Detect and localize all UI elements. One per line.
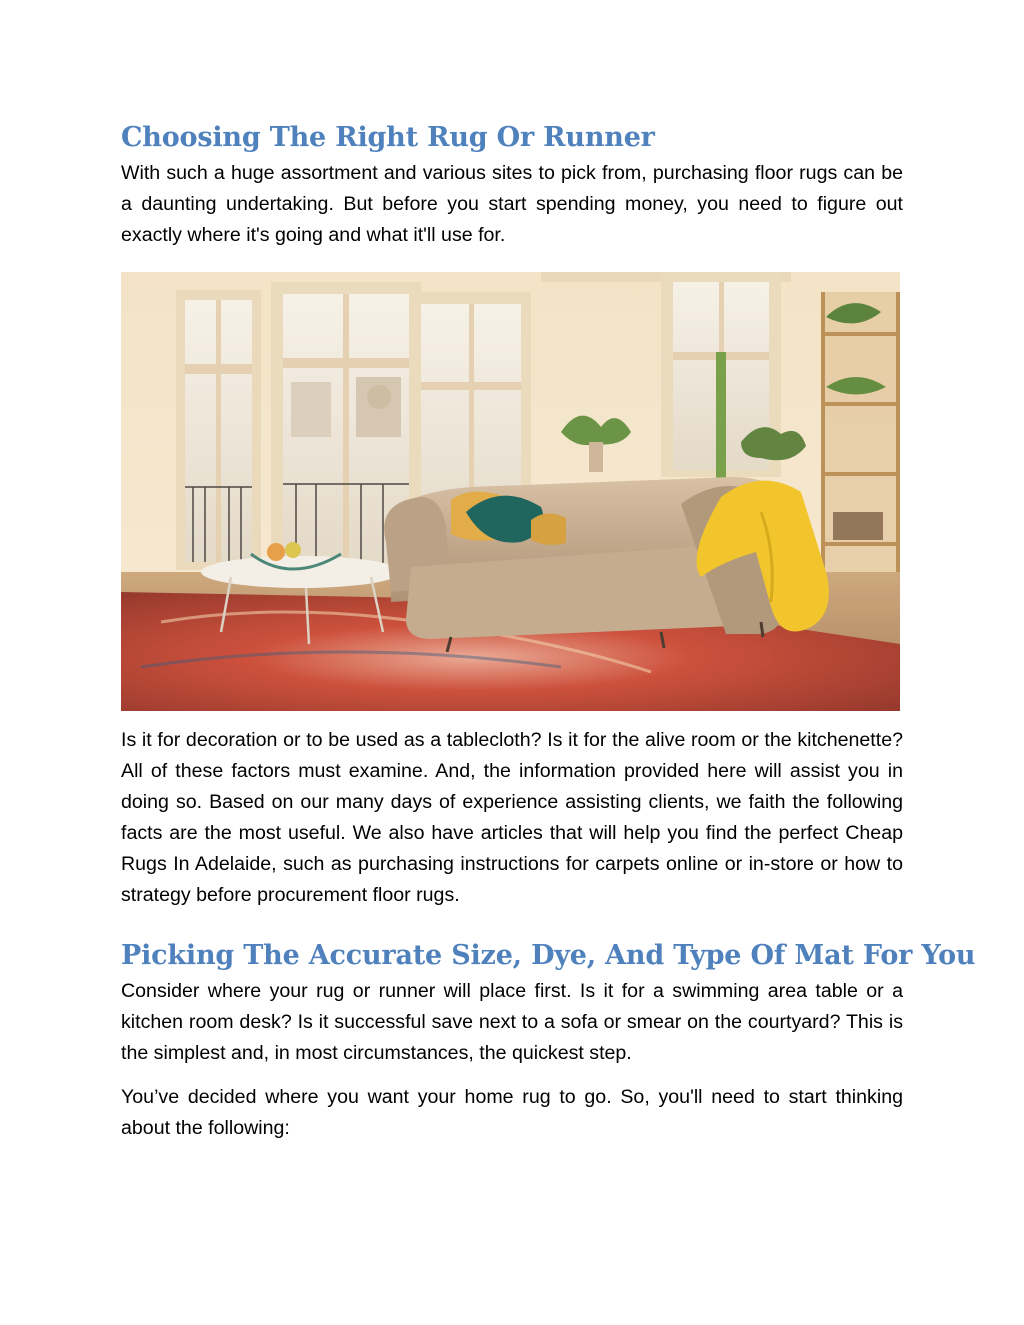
document-page xyxy=(121,118,976,1144)
section-heading-choosing-rug: Choosing The Right Rug Or Runner xyxy=(121,122,655,153)
body-paragraph-1: Is it for decoration or to be used as a tablecloth? Is it for the alive room or the kitchenette? All of these factors must examine. And, the information provided here will assist you in doing so. Based on our many days of experience assisting clients, we faith the following facts are the most useful. We also have articles that will help you find the perfect Cheap Rugs In Adelaide, such as purchasing instructions for carpets online or in-store or how to strategy before procurement floor rugs. xyxy=(121,729,903,906)
living-room-photo xyxy=(121,272,900,711)
body-paragraph-2: Consider where your rug or runner will place first. Is it for a swimming area table or a kitchen room desk? Is it successful save next to a sofa or smear on the courtyard? This is the simplest and, in most circumstances, the quickest step. xyxy=(121,980,903,1064)
body-paragraph-3: You’ve decided where you want your home rug to go. So, you'll need to start thinking about the following: xyxy=(121,1086,903,1139)
section-heading-picking-size: Picking The Accurate Size, Dye, And Type Of Mat For You xyxy=(121,940,976,971)
intro-paragraph: With such a huge assortment and various sites to pick from, purchasing floor rugs can be a daunting undertaking. But before you start spending money, you need to figure out exactly where it's going and what it'll use for. xyxy=(121,162,903,246)
